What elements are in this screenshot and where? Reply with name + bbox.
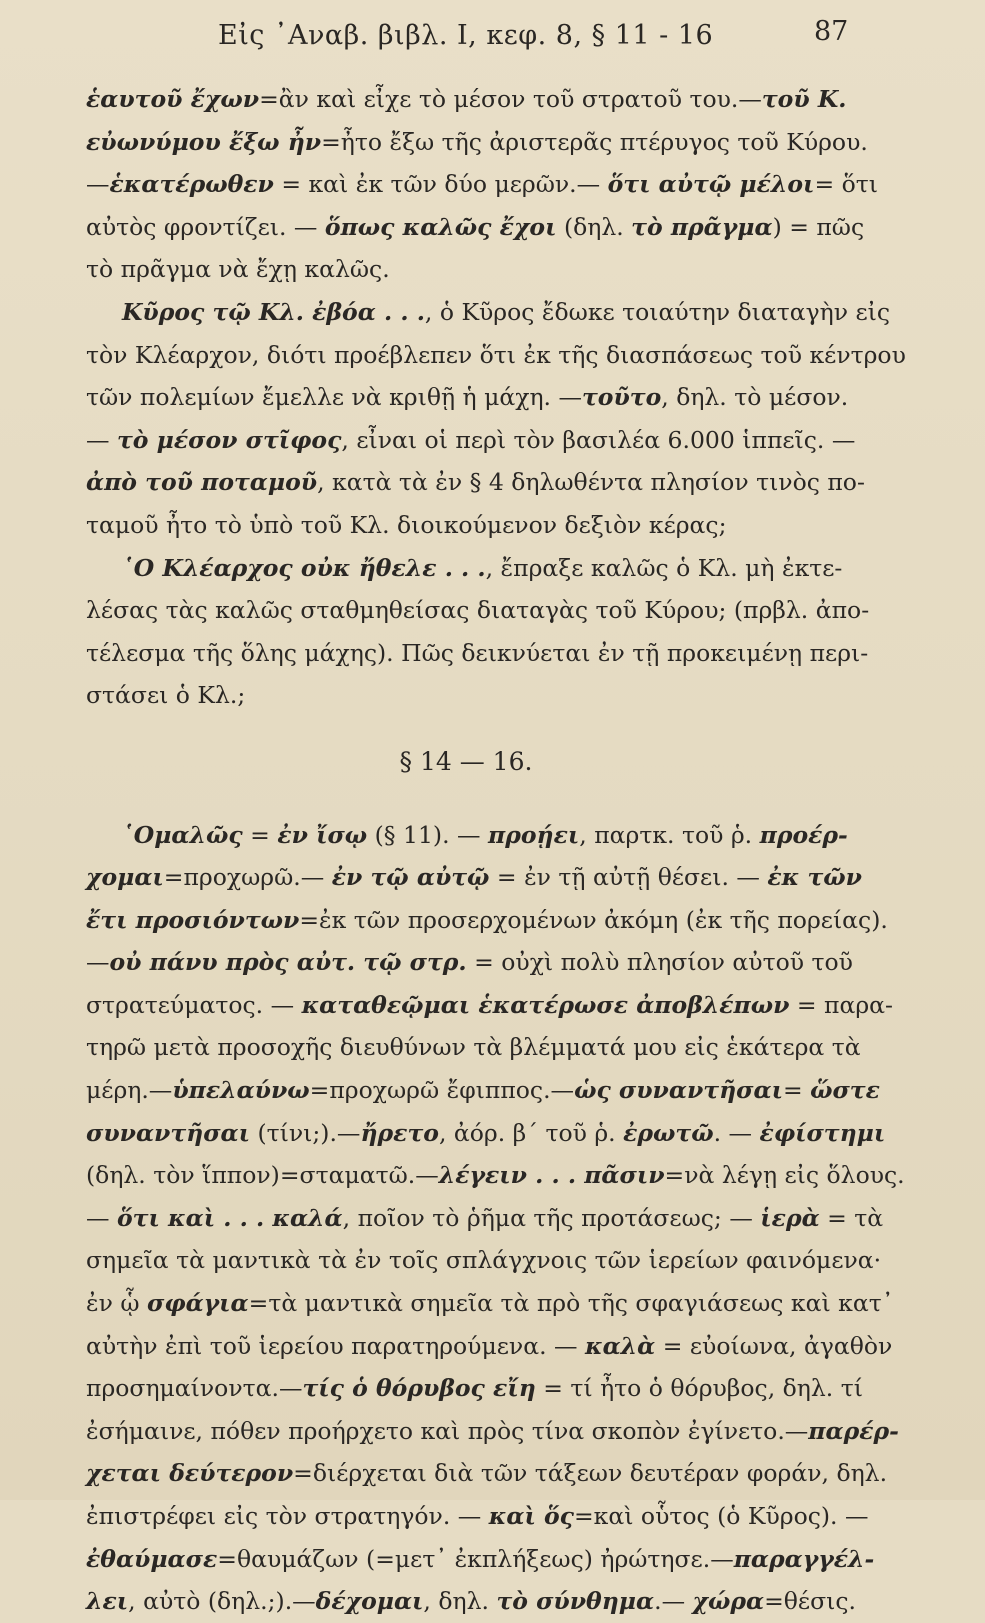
- text-line: [86, 504, 866, 547]
- text-line: [86, 334, 906, 377]
- lemma: ἤρετο: [360, 1118, 439, 1147]
- gloss: .—: [654, 1587, 693, 1616]
- lemma: συναντῆσαι: [86, 1118, 251, 1147]
- lemma: λέγειν . . . πᾶσιν: [438, 1161, 665, 1190]
- text-line: [86, 1069, 880, 1112]
- text-line: [86, 78, 866, 121]
- gloss: =ἂν καὶ εἶχε τὸ μέσον τοῦ στρατοῦ του.—: [259, 85, 762, 113]
- gloss: , εἶναι οἱ περὶ τὸν βασιλέα 6.000 ἱππεῖς. —: [341, 425, 856, 454]
- lemma: χώρα: [692, 1587, 765, 1616]
- lemma: χεται δεύτερον: [86, 1459, 294, 1488]
- gloss: =θέσις.: [764, 1587, 856, 1616]
- lemma: τὸ πρᾶγμα: [631, 212, 773, 241]
- gloss: =: [782, 1076, 811, 1105]
- lemma: ῾Ομαλῶς: [122, 820, 243, 849]
- gloss: ἐσήμαινε, πόθεν προήρχετο καὶ πρὸς τίνα σκοπὸν ἐγίνετο.—: [86, 1416, 809, 1445]
- gloss: τῶν πολεμίων ἔμελλε νὰ κριθῇ ἡ μάχη. —: [86, 383, 582, 412]
- text-line: [86, 291, 891, 334]
- gloss: = τί ἦτο ὁ θόρυβος, δηλ. τί: [535, 1374, 863, 1403]
- text-line: [86, 589, 870, 632]
- section-heading: § 14 — 16.: [399, 746, 533, 776]
- gloss: = εὐοίωνα, ἀγαθὸν: [655, 1331, 893, 1360]
- lemma: καλὰ: [584, 1331, 656, 1360]
- gloss: ) = πῶς: [772, 212, 865, 241]
- lemma: ἐφίστημι: [759, 1118, 886, 1147]
- lemma: ἐκ τῶν: [767, 863, 862, 892]
- lemma: ἐν ἴσῳ: [277, 820, 368, 849]
- gloss: (τίνι;).—: [250, 1118, 361, 1147]
- lemma: εὐωνύμου ἔξω ἦν: [86, 127, 322, 156]
- gloss: , ἀόρ. β΄ τοῦ ῥ.: [438, 1118, 624, 1147]
- gloss: =προχωρῶ.—: [163, 863, 332, 892]
- lemma: ἑαυτοῦ ἔχων: [86, 85, 260, 113]
- lemma: τοῦ Κ.: [761, 85, 847, 113]
- text-line: [86, 1325, 893, 1368]
- text-line: [86, 899, 888, 942]
- lemma: ὅπως καλῶς ἔχοι: [324, 212, 557, 241]
- text-line: [86, 1410, 899, 1453]
- text-line: [86, 419, 866, 462]
- lemma: σφάγια: [147, 1289, 249, 1318]
- text-line: [86, 1495, 869, 1538]
- lemma: παρέρ-: [808, 1416, 899, 1445]
- text-line: [86, 1538, 875, 1581]
- lemma: ἀπὸ τοῦ ποταμοῦ: [86, 468, 318, 497]
- text-line: [86, 1239, 882, 1282]
- text-line: [86, 1112, 886, 1155]
- gloss: αὐτὸς φροντίζει. —: [86, 212, 325, 241]
- gloss: ταμοῦ ἦτο τὸ ὑπὸ τοῦ Κλ. διοικούμενον δεξιὸν κέρας;: [86, 510, 727, 539]
- gloss: = ὅτι: [814, 170, 878, 199]
- text-line: [86, 941, 866, 984]
- page-number: 87: [814, 16, 849, 47]
- gloss: = καὶ ἐκ τῶν δύο μερῶν.—: [273, 170, 608, 199]
- gloss: (δηλ. τὸν ἵππον)=σταματῶ.—: [86, 1161, 439, 1190]
- gloss: ἐν ᾧ: [86, 1289, 147, 1318]
- gloss: , αὐτὸ (δηλ.;).—: [128, 1587, 316, 1616]
- text-line: [86, 1282, 894, 1325]
- gloss: = τὰ: [819, 1203, 884, 1232]
- lemma: παραγγέλ-: [733, 1544, 875, 1573]
- text-line: [86, 1452, 888, 1495]
- text-line: [86, 547, 866, 590]
- lemma: ἐθαύμασε: [86, 1544, 218, 1573]
- gloss: —: [86, 170, 110, 199]
- lemma: ὑπελαύνω: [172, 1076, 310, 1105]
- gloss: ἐπιστρέφει εἰς τὸν στρατηγόν. —: [86, 1502, 489, 1530]
- gloss: λέσας τὰς καλῶς σταθμηθείσας διαταγὰς τοῦ Κύρου; (πρβλ. ἀπο-: [86, 596, 870, 625]
- gloss: = οὐχὶ πολὺ πλησίον αὐτοῦ τοῦ: [466, 948, 853, 977]
- text-line: [86, 632, 869, 675]
- gloss: =διέρχεται διὰ τῶν τάξεων δευτέραν φοράν, δηλ.: [293, 1459, 888, 1488]
- gloss: —: [86, 425, 117, 454]
- gloss: , ποῖον τὸ ῥῆμα τῆς προτάσεως; —: [342, 1203, 761, 1232]
- lemma: προέρ-: [759, 820, 848, 849]
- gloss: , παρτκ. τοῦ ῥ.: [579, 820, 760, 849]
- text-line: [86, 1154, 905, 1197]
- gloss: —: [86, 948, 110, 977]
- lemma: Κῦρος τῷ Κλ. ἐβόα . . .: [122, 297, 425, 326]
- lemma: δέχομαι: [315, 1587, 424, 1616]
- gloss: τὸν Κλέαρχον, διότι προέβλεπεν ὅτι ἐκ τῆς διασπάσεως τοῦ κέντρου: [86, 340, 906, 369]
- gloss: σημεῖα τὰ μαντικὰ τὰ ἐν τοῖς σπλάγχνοις τῶν ἱερείων φαινόμενα·: [86, 1246, 882, 1275]
- text-line: [86, 206, 866, 249]
- lemma: ἔτι προσιόντων: [86, 905, 300, 934]
- text-line: [86, 674, 866, 717]
- lemma: τίς ὁ θόρυβος εἴη: [302, 1374, 536, 1403]
- text-line: [86, 163, 878, 206]
- gloss: . —: [713, 1118, 760, 1147]
- lemma: ἱερὰ: [760, 1203, 820, 1232]
- lemma: τὸ μέσον στῖφος: [116, 425, 342, 454]
- text-line: [86, 856, 866, 899]
- gloss: στάσει ὁ Κλ.;: [86, 681, 246, 710]
- gloss: τηρῶ μετὰ προσοχῆς διευθύνων τὰ βλέμματά μου εἰς ἑκάτερα τὰ: [86, 1033, 861, 1062]
- gloss: =καὶ οὗτος (ὁ Κῦρος). —: [573, 1502, 869, 1530]
- lemma: τὸ σύνθημα: [496, 1587, 655, 1616]
- text-line: [86, 248, 866, 291]
- lemma: ἑκατέρωθεν: [109, 170, 274, 199]
- gloss: =νὰ λέγῃ εἰς ὅλους.: [664, 1161, 905, 1190]
- gloss: μέρη.—: [86, 1076, 173, 1105]
- lemma: ὅτι καὶ . . . καλά: [116, 1203, 343, 1232]
- running-head: Εἰς ᾿Αναβ. βιβλ. Ι, κεφ. 8, § 11 - 16: [218, 20, 714, 51]
- gloss: = ἐν τῇ αὐτῇ θέσει. —: [489, 863, 768, 892]
- text-line: [86, 461, 866, 504]
- lemma: ῾Ο Κλέαρχος οὐκ ἤθελε . . .: [122, 553, 486, 582]
- gloss: = παρα-: [789, 990, 893, 1019]
- commentary-text: [86, 78, 906, 1623]
- lemma: οὐ πάνυ πρὸς αὐτ. τῷ στρ.: [109, 948, 467, 977]
- lemma: ἐν τῷ αὐτῷ: [331, 863, 490, 892]
- gloss: τὸ πρᾶγμα νὰ ἔχῃ καλῶς.: [86, 255, 390, 284]
- gloss: , ὁ Κῦρος ἔδωκε τοιαύτην διαταγὴν εἰς: [424, 297, 891, 326]
- text-line: [86, 121, 866, 164]
- gloss: αὐτὴν ἐπὶ τοῦ ἱερείου παρατηρούμενα. —: [86, 1331, 585, 1360]
- gloss: =ἐκ τῶν προσερχομένων ἀκόμη (ἐκ τῆς πορείας).: [299, 905, 888, 934]
- lemma: ἐρωτῶ: [623, 1118, 714, 1147]
- lemma: ὅτι αὐτῷ μέλοι: [607, 170, 815, 199]
- gloss: (§ 11). —: [367, 820, 489, 849]
- gloss: στρατεύματος. —: [86, 990, 302, 1019]
- gloss: προσημαίνοντα.—: [86, 1374, 303, 1403]
- lemma: χομαι: [86, 863, 164, 892]
- gloss: =ἦτο ἔξω τῆς ἀριστερᾶς πτέρυγος τοῦ Κύρου.: [321, 127, 868, 156]
- text-line: [86, 1367, 866, 1410]
- text-line: [86, 1580, 866, 1623]
- gloss: (δηλ.: [556, 212, 632, 241]
- gloss: τέλεσμα τῆς ὅλης μάχης). Πῶς δεικνύεται ἐν τῇ προκειμένῃ περι-: [86, 638, 869, 667]
- gloss: =προχωρῶ ἔφιππος.—: [309, 1076, 575, 1105]
- lemma: ὡς συναντῆσαι: [574, 1076, 783, 1105]
- page-header: [0, 14, 985, 54]
- text-line: [86, 1197, 884, 1240]
- gloss: , δηλ. τὸ μέσον.: [661, 383, 849, 412]
- lemma: λει: [86, 1587, 129, 1616]
- text-line: [86, 1026, 866, 1069]
- lemma: καταθεῷμαι ἑκατέρωσε ἀποβλέπων: [301, 990, 790, 1019]
- lemma: τοῦτο: [581, 383, 662, 412]
- gloss: , ἔπραξε καλῶς ὁ Κλ. μὴ ἐκτε-: [485, 553, 843, 582]
- gloss: , κατὰ τὰ ἐν § 4 δηλωθέντα πλησίον τινὸς πο-: [317, 468, 865, 497]
- gloss: —: [86, 1203, 117, 1232]
- text-line: [86, 376, 866, 419]
- lemma: προῄει: [488, 820, 580, 849]
- lemma: ὥστε: [810, 1076, 880, 1105]
- lemma: καὶ ὅς: [488, 1502, 574, 1530]
- gloss: , δηλ.: [423, 1587, 497, 1616]
- text-line: [86, 814, 866, 857]
- gloss: =τὰ μαντικὰ σημεῖα τὰ πρὸ τῆς σφαγιάσεως καὶ κατ᾽: [248, 1289, 894, 1318]
- gloss: =θαυμάζων (=μετ᾽ ἐκπλήξεως) ἠρώτησε.—: [217, 1544, 734, 1573]
- text-line: [86, 984, 893, 1027]
- gloss: =: [242, 820, 278, 849]
